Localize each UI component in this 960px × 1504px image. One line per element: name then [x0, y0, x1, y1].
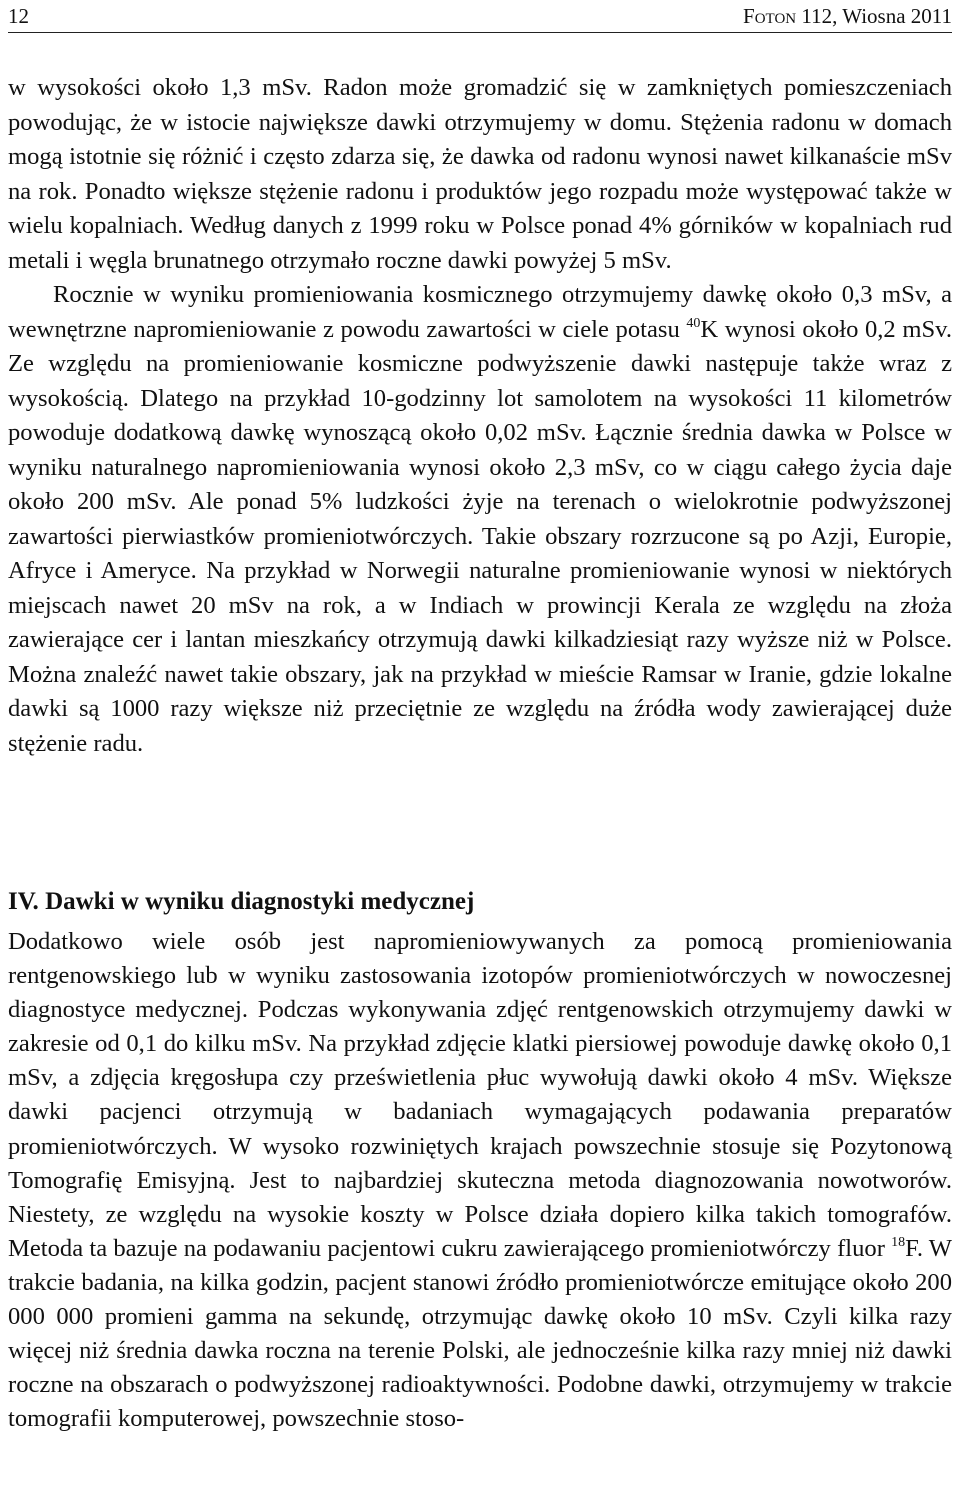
section-heading-title: Dawki w wyniku diagnostyki medycznej: [38, 888, 475, 915]
header-rule: [8, 32, 952, 33]
section-heading: [8, 885, 952, 919]
journal-info: [743, 4, 952, 29]
journal-issue: 112, Wiosna 2011: [796, 3, 952, 28]
paragraph-cosmic-text-b: K wynosi około 0,2 mSv. Ze względu na promieniowanie kosmiczne podwyższenie dawki następuje także wraz z wysokością. Dlatego na przykład 10-godzinny lot samolotem na wysokości 11 kilometrów powoduje dodatkową dawkę wynoszącą około 0,02 mSv. Łącznie średnia dawka w Polsce w wyniku naturalnego napromieniowania wynosi około 2,3 mSv, co w ciągu całego życia daje około 200 mSv. Ale ponad 5% ludzkości żyje na terenach o wielokrotnie podwyższonej zawartości pierwiastków promieniotwórczych. Takie obszary rozrzucone są po Azji, Europie, Afryce i Ameryce. Na przykład w Norwegii naturalne promieniowanie wynosi w niektórych miejscach nawet 20 mSv na rok, a w Indiach w prowincji Kerala ze względu na złoża zawierające cer i lantan mieszkańcy otrzymują dawki kilkadziesiąt razy wyższe niż w Polsce. Można znaleźć nawet takie obszary, jak na przykład w mieście Ramsar w Iranie, gdzie lokalne dawki są 1000 razy większe niż przeciętnie ze względu na źródła wody zawierającej duże stężenie radu.: [8, 315, 952, 757]
paragraph-cosmic-radiation: [8, 278, 952, 761]
running-head: [8, 2, 952, 30]
section-2-body: [8, 925, 952, 1436]
potassium-isotope-superscript: 40: [686, 315, 701, 331]
paragraph-radon: w wysokości około 1,3 mSv. Radon może gromadzić się w zamkniętych pomieszczeniach powodując, że w istocie największe dawki otrzymujemy w domu. Stężenia radonu w domach mogą istotnie się różnić i często zdarza się, że dawka od radonu wynosi nawet kilkanaście mSv na rok. Ponadto większe stężenie radonu i produktów jego rozpadu może występować także w wielu kopalniach. Według danych z 1999 roku w Polsce ponad 4% górników w kopalniach rud metali i węgla brunatnego otrzymało roczne dawki powyżej 5 mSv.: [8, 74, 952, 274]
paragraph-medical-text-b: F. W trakcie badania, na kilka godzin, pacjent stanowi źródło promieniotwórcze emitujące około 200 000 000 promieni gamma na sekundę, otrzymując dawkę około 10 mSv. Czyli kilka razy więcej niż średnia dawka roczna na terenie Polski, ale jednocześnie kilka razy mniej niż dawki roczne na obszarach o podwyższonej radioaktywności. Podobne dawki, otrzymujemy w trakcie tomografii komputerowej, powszechnie stoso-: [8, 1234, 952, 1433]
fluorine-isotope-superscript: 18: [891, 1234, 906, 1250]
paragraph-cosmic-text-a: Rocznie w wyniku promieniowania kosmicznego otrzymujemy dawkę około 0,3 mSv, a wewnętrzne napromieniowanie z powodu zawartości w ciele potasu: [8, 281, 952, 343]
paragraph-medical-diagnostics: [8, 925, 952, 1436]
paragraph-medical-text-a: Dodatkowo wiele osób jest napromieniowywanych za pomocą promieniowania rentgenowskiego lub w wyniku zastosowania izotopów promieniotwórczych w nowoczesnej diagnostyce medycznej. Podczas wykonywania zdjęć rentgenowskich otrzymujemy dawki w zakresie od 0,1 do kilku mSv. Na przykład zdjęcie klatki piersiowej powoduje dawkę około 0,1 mSv, a zdjęcia kręgosłupa czy prześwietlenia płuc wywołują dawki około 4 mSv. Większe dawki pacjenci otrzymują w badaniach wymagających podawania preparatów promieniotwórczych. W wysoko rozwiniętych krajach powszechnie stosuje się Pozytonową Tomografię Emisyjną. Jest to najbardziej skuteczna metoda diagnozowania nowotworów. Niestety, ze względu na wysokie koszty w Polsce działa dopiero kilka takich tomografów. Metoda ta bazuje na podawaniu pacjentowi cukru zawierającego promieniotwórczy fluor: [8, 928, 952, 1262]
section-heading-number: IV.: [8, 888, 39, 915]
journal-name: Foton: [743, 3, 797, 28]
page-number: 12: [8, 3, 29, 28]
section-1-body: [8, 71, 952, 761]
